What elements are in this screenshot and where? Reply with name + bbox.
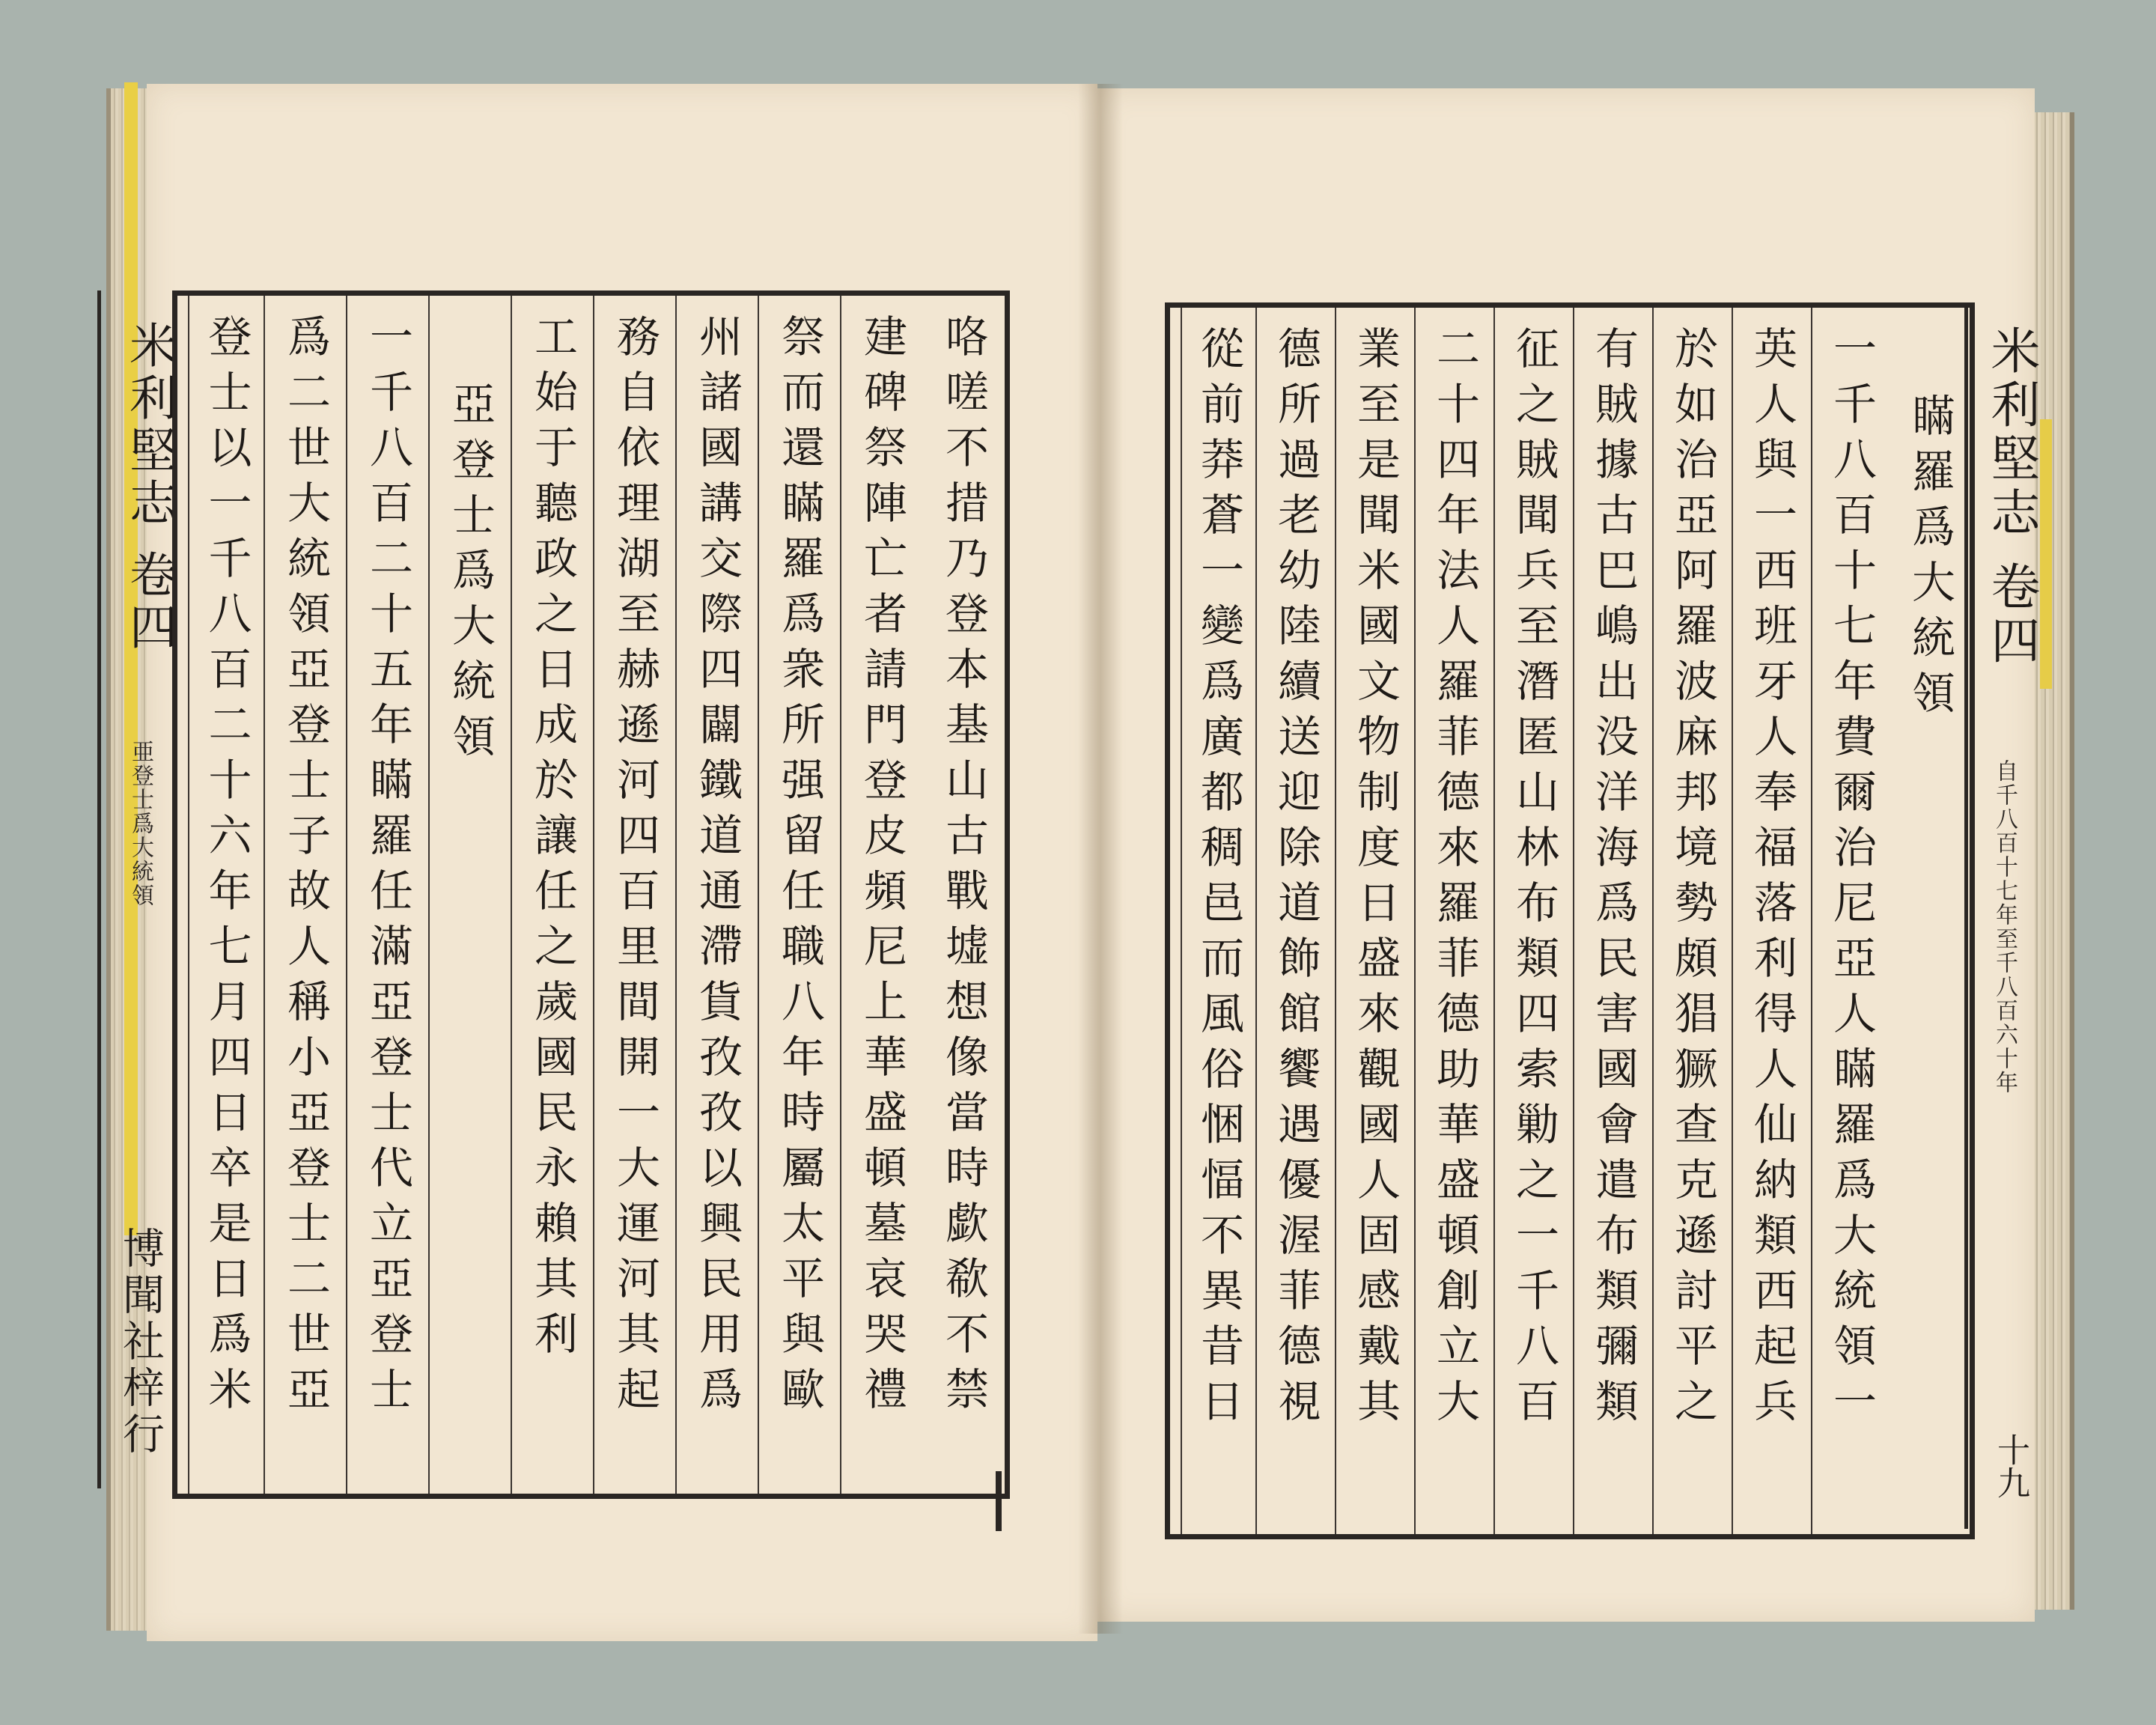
text-column xyxy=(675,296,758,1494)
right-text-frame xyxy=(1165,302,1975,1539)
left-frame-tab xyxy=(996,1471,1002,1531)
column-text: 咯嗟不措乃登本基山古戰墟想像當時歔欷不禁 xyxy=(938,314,989,1422)
text-column xyxy=(593,296,675,1494)
left-running-title: 米利堅志 卷四 xyxy=(121,320,177,655)
text-column xyxy=(922,296,1005,1494)
text-column xyxy=(1181,308,1255,1534)
column-text: 二十四年法人羅菲德來羅菲德助華盛頓創立大 xyxy=(1429,326,1480,1434)
column-text: 於如治亞阿羅波麻邦境勢頗猖獗查克遜討平之 xyxy=(1667,326,1718,1434)
text-column xyxy=(188,296,264,1494)
column-text: 建碑祭陣亡者請門登皮頻尼上華盛頓墓哀哭禮 xyxy=(856,314,907,1422)
section-heading: 亞登士爲大統領 xyxy=(445,381,496,769)
column-text: 有賊據古巴嶋出没洋海爲民害國會遣布類彌類 xyxy=(1588,326,1639,1434)
text-column xyxy=(511,296,593,1494)
column-text: 從前莽蒼一變爲廣都稠邑而風俗悃愊不異昔日 xyxy=(1193,326,1244,1434)
text-column xyxy=(1335,308,1414,1534)
column-text: 業至是聞米國文物制度日盛來觀國人固感戴其 xyxy=(1350,326,1401,1434)
text-column xyxy=(1414,308,1493,1534)
text-column xyxy=(1493,308,1573,1534)
column-text: 一千八百二十五年瞞羅任滿亞登士代立亞登士 xyxy=(362,314,413,1422)
column-text: 征之賊聞兵至潛匿山林布類四索勦之一千八百 xyxy=(1508,326,1559,1434)
column-text: 英人與一西班牙人奉福落利得人仙納類西起兵 xyxy=(1747,326,1797,1434)
column-text: 登士以一千八百二十六年七月四日卒是日爲米 xyxy=(201,314,252,1422)
column-text: 一千八百十七年費爾治尼亞人瞞羅爲大統領一 xyxy=(1826,326,1877,1434)
section-heading-column xyxy=(1890,308,1970,1534)
column-text: 德所過老幼陸續送迎除道飾館饗遇優渥菲德視 xyxy=(1270,326,1321,1434)
text-column xyxy=(264,296,346,1494)
right-running-title: 米利堅志 卷四 xyxy=(1982,325,2040,669)
right-text-columns xyxy=(1170,308,1970,1534)
left-margin-column xyxy=(97,290,176,1488)
left-text-frame xyxy=(172,290,1010,1499)
text-column xyxy=(1573,308,1652,1534)
text-column xyxy=(346,296,428,1494)
column-text: 爲二世大統領亞登士子故人稱小亞登士二世亞 xyxy=(280,314,331,1422)
column-text: 州諸國講交際四闢鐵道通滯貨孜孜以興民用爲 xyxy=(692,314,743,1422)
column-text: 務自依理湖至赫遜河四百里間開一大運河其起 xyxy=(609,314,660,1422)
text-column xyxy=(1652,308,1732,1534)
column-text: 工始于聽政之日成於讓任之歲國民永賴其利 xyxy=(527,314,578,1366)
section-heading: 瞞羅爲大統領 xyxy=(1904,393,1955,725)
left-text-columns xyxy=(177,296,1005,1494)
text-column xyxy=(840,296,922,1494)
left-section-note: 亜登士爲大統領 xyxy=(127,740,153,907)
left-publisher-mark: 博聞社梓行 xyxy=(116,1226,165,1458)
text-column xyxy=(1732,308,1811,1534)
column-text: 祭而還瞞羅爲衆所强留任職八年時屬太平與歐 xyxy=(774,314,825,1422)
right-margin-column xyxy=(1964,302,2040,1529)
section-heading-column xyxy=(428,296,511,1494)
book-gutter xyxy=(1078,84,1123,1634)
text-column xyxy=(1255,308,1335,1534)
right-date-range-note: 自千八百十七年至千八百六十年 xyxy=(1991,759,2018,1095)
text-column xyxy=(758,296,840,1494)
text-column xyxy=(1811,308,1890,1534)
page-number: 十九 xyxy=(1991,1433,2029,1499)
